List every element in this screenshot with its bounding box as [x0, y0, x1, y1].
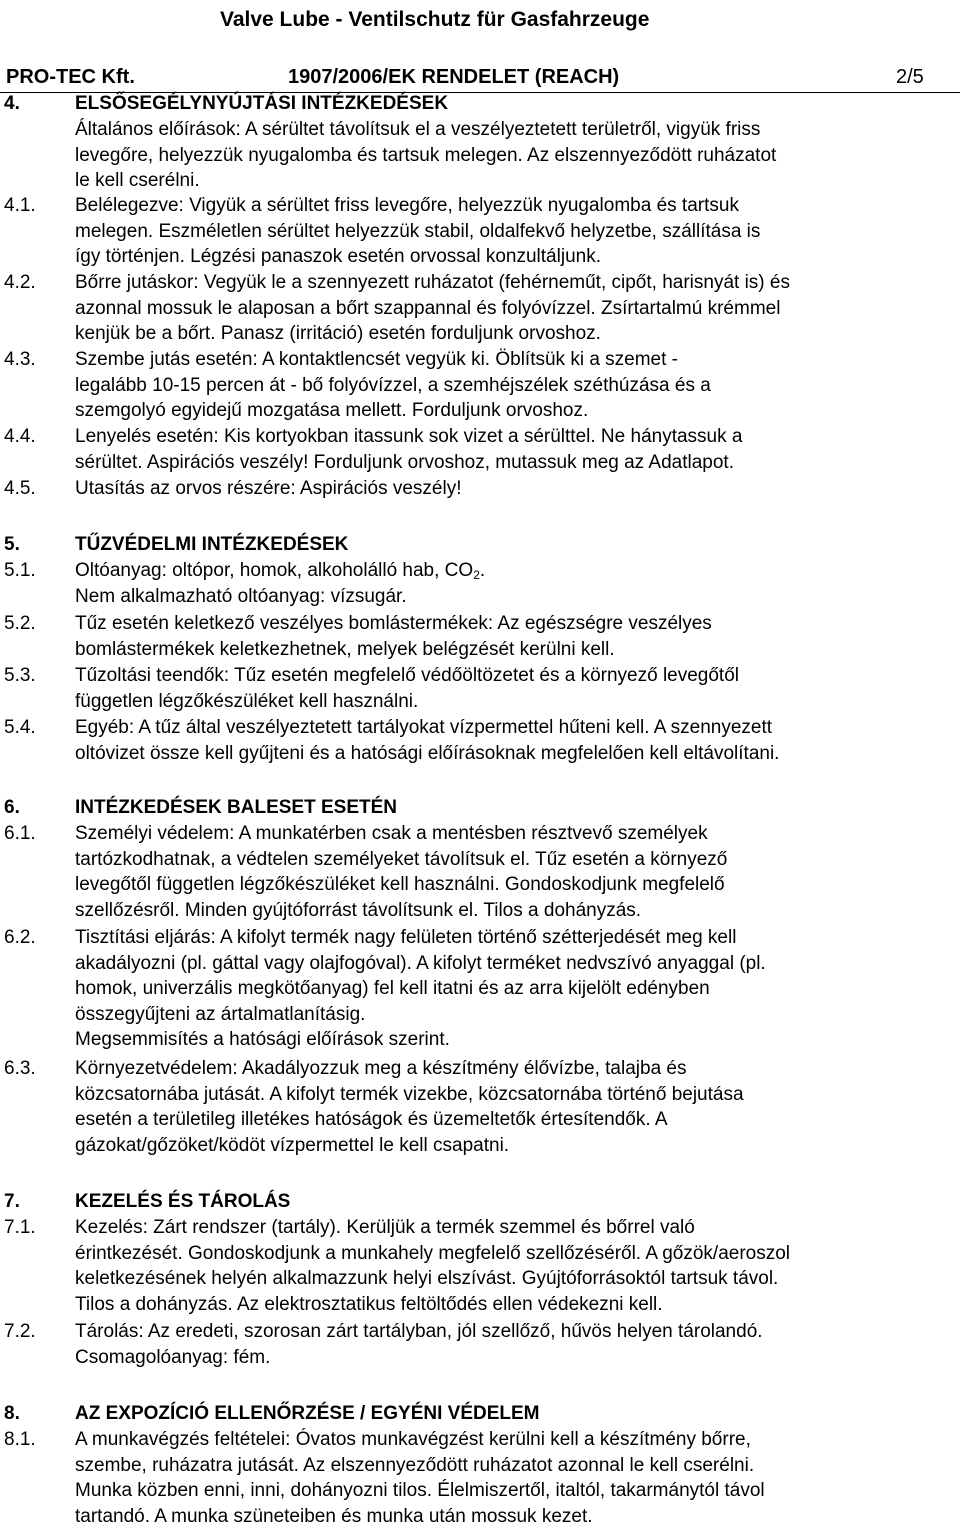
- item-line: szellőzésről. Minden gyújtóforrást távolítsunk el. Tilos a dohányzás.: [75, 899, 642, 921]
- item-line: így történjen. Légzési panaszok esetén orvossal konzultáljunk.: [75, 246, 601, 267]
- item-number: 4.2.: [4, 272, 36, 293]
- item-line: Tűzoltási teendők: Tűz esetén megfelelő védőöltözetet és a környező levegőtől: [75, 665, 739, 686]
- item-line: azonnal mossuk le alaposan a bőrt szappannal és folyóvízzel. Zsírtartalmú krémmel: [75, 297, 781, 319]
- item-line: levegőtől független légzőkészüléket kell használni. Gondoskodjunk megfelelő: [75, 874, 725, 895]
- item-line: Munka közben enni, inni, dohányozni tilos. Élelmiszertől, italtól, takarmánytól távol: [75, 1480, 765, 1501]
- item-line: független légzőkészüléket kell használni.: [75, 690, 419, 712]
- item-line: Környezetvédelem: Akadályozzuk meg a készítmény élővízbe, talajba és: [75, 1058, 687, 1079]
- intro-line: Általános előírások: A sérültet távolítsuk el a veszélyeztetett területről, vigyük friss: [75, 119, 761, 140]
- section-title: AZ EXPOZÍCIÓ ELLENŐRZÉSE / EGYÉNI VÉDELEM: [75, 1403, 540, 1424]
- item-line: Belélegezve: Vigyük a sérültet friss levegőre, helyezzük nyugalomba és tartsuk: [75, 195, 739, 216]
- item-line: melegen. Eszméletlen sérültet helyezzük stabil, oldalfekvő helyzetbe, szállítása is: [75, 220, 761, 242]
- page-number: 2/5: [896, 66, 924, 88]
- intro-line: levegőre, helyezzük nyugalomba és tartsuk melegen. Az elszennyeződött ruházatot: [75, 144, 777, 166]
- item-line: tartandó. A munka szüneteiben és munka után mossuk kezet.: [75, 1505, 593, 1527]
- item-number: 6.2.: [4, 927, 36, 948]
- section-number: 7.: [4, 1191, 20, 1212]
- item-line: Szembe jutás esetén: A kontaktlencsét vegyük ki. Öblítsük ki a szemet -: [75, 349, 679, 370]
- item-line: tartózkodhatnak, a védtelen személyeket távolítsuk el. Tűz esetén a környező: [75, 848, 728, 870]
- section-title: TŰZVÉDELMI INTÉZKEDÉSEK: [75, 534, 349, 555]
- section-number: 5.: [4, 534, 20, 555]
- item-line: oltóvizet össze kell gyűjteni és a hatósági előírásoknak megfelelően kell eltávolítani.: [75, 742, 780, 764]
- item-number: 7.1.: [4, 1217, 36, 1238]
- item-line: gázokat/gőzöket/ködöt vízpermettel le kell csapatni.: [75, 1134, 510, 1156]
- item-text-end: .: [479, 560, 486, 581]
- item-line: keletkezésének helyén alkalmazzunk helyi elszívást. Gyújtóforrásoktól tartsuk távol.: [75, 1268, 779, 1289]
- item-number: 4.4.: [4, 426, 36, 447]
- item-text: Oltóanyag: oltópor, homok, alkoholálló hab, CO: [75, 560, 474, 581]
- section-number: 6.: [4, 797, 20, 818]
- item-number: 4.3.: [4, 349, 36, 370]
- item-number: 5.2.: [4, 613, 36, 634]
- section-number: 8.: [4, 1403, 20, 1424]
- item-line: érintkezését. Gondoskodjunk a munkahely megfelelő szellőzéséről. A gőzök/aeroszol: [75, 1242, 791, 1264]
- item-number: 8.1.: [4, 1429, 36, 1450]
- item-line: Megsemmisítés a hatósági előírások szerint.: [75, 1029, 450, 1050]
- item-line: [75, 558, 955, 584]
- item-line: Bőrre jutáskor: Vegyük le a szennyezett ruházatot (fehérneműt, cipőt, harisnyát is) és: [75, 272, 790, 293]
- item-line: Személyi védelem: A munkatérben csak a mentésben résztvevő személyek: [75, 823, 708, 844]
- item-line: akadályozni (pl. gáttal vagy olajfogóval). A kifolyt terméket nedvszívó anyaggal (pl.: [75, 952, 766, 974]
- regulation-reference: 1907/2006/EK RENDELET (REACH): [288, 66, 620, 88]
- item-number: 5.4.: [4, 717, 36, 738]
- item-number: 7.2.: [4, 1321, 36, 1342]
- item-line: A munkavégzés feltételei: Óvatos munkavégzést kerülni kell a készítmény bőrre,: [75, 1429, 751, 1450]
- item-line: homok, univerzális megkötőanyag) fel kell itatni és az arra kijelölt edényben: [75, 978, 710, 999]
- item-line: legalább 10-15 percen át - bő folyóvízzel, a szemhéjszélek széthúzása és a: [75, 374, 711, 396]
- document-title: Valve Lube - Ventilschutz für Gasfahrzeuge: [220, 8, 650, 31]
- item-line: Lenyelés esetén: Kis kortyokban itassunk sok vizet a sérülttel. Ne hánytassuk a: [75, 426, 743, 447]
- section-number: 4.: [4, 93, 20, 114]
- item-line: Nem alkalmazható oltóanyag: vízsugár.: [75, 585, 407, 607]
- item-line: bomlástermékek keletkezhetnek, melyek belégzését kerülni kell.: [75, 638, 615, 660]
- intro-line: le kell cserélni.: [75, 170, 200, 191]
- item-line: kenjük be a bőrt. Panasz (irritáció) esetén forduljunk orvoshoz.: [75, 323, 601, 344]
- company-name: PRO-TEC Kft.: [6, 66, 135, 88]
- item-number: 5.1.: [4, 560, 36, 581]
- section-title: ELSŐSEGÉLYNYÚJTÁSI INTÉZKEDÉSEK: [75, 93, 449, 114]
- item-number: 6.1.: [4, 823, 36, 844]
- section-title: INTÉZKEDÉSEK BALESET ESETÉN: [75, 797, 397, 818]
- item-line: közcsatornába jutását. A kifolyt termék vizekbe, közcsatornába történő bejutása: [75, 1083, 744, 1105]
- item-number: 4.1.: [4, 195, 36, 216]
- item-line: Tűz esetén keletkező veszélyes bomlástermékek: Az egészségre veszélyes: [75, 613, 712, 634]
- item-line: Tilos a dohányzás. Az elektrosztatikus feltöltődés ellen védekezni kell.: [75, 1293, 663, 1315]
- item-number: 6.3.: [4, 1058, 36, 1079]
- section-title: KEZELÉS ÉS TÁROLÁS: [75, 1191, 291, 1212]
- item-number: 5.3.: [4, 665, 36, 686]
- item-number: 4.5.: [4, 478, 36, 499]
- item-line: sérültet. Aspirációs veszély! Forduljunk orvoshoz, mutassuk meg az Adatlapot.: [75, 451, 734, 473]
- item-line: Tisztítási eljárás: A kifolyt termék nagy felületen történő szétterjedését meg kell: [75, 927, 737, 948]
- co2-subscript: 2: [473, 568, 480, 582]
- item-line: szembe, ruházatra jutását. Az elszennyeződött ruházatot azonnal le kell cserélni.: [75, 1454, 755, 1476]
- item-line: összegyűjteni az ártalmatlanításig.: [75, 1003, 366, 1025]
- item-line: esetén a területileg illetékes hatóságok és üzemeltetők értesítendők. A: [75, 1109, 668, 1130]
- item-line: szemgolyó egyidejű mozgatása mellett. Forduljunk orvoshoz.: [75, 400, 589, 421]
- item-line: Kezelés: Zárt rendszer (tartály). Kerüljük a termék szemmel és bőrrel való: [75, 1217, 695, 1238]
- item-line: Tárolás: Az eredeti, szorosan zárt tartályban, jól szellőző, hűvös helyen tárolandó.: [75, 1321, 763, 1342]
- item-line: Egyéb: A tűz által veszélyeztetett tartályokat vízpermettel hűteni kell. A szennyezett: [75, 717, 773, 738]
- item-line: Csomagolóanyag: fém.: [75, 1346, 271, 1368]
- item-line: Utasítás az orvos részére: Aspirációs veszély!: [75, 478, 462, 499]
